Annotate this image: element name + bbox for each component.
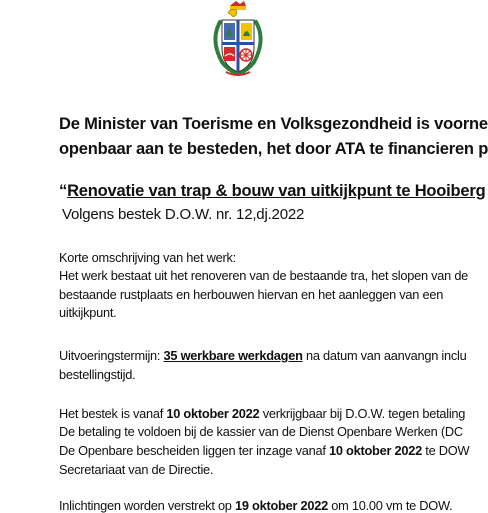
availability-line-1 [59,406,465,421]
description-line-3: uitkijkpunt. [59,305,117,320]
availability-line-3 [59,443,469,458]
availability-text-b: verkrijgbaar bij D.O.W. tegen betaling [259,406,466,421]
availability-line-2: De betaling te voldoen bij de kassier van de Dienst Openbare Werken (DC [59,424,463,439]
term-days: 35 werkbare werkdagen [163,348,303,363]
inspection-text-a: De Openbare bescheiden liggen ter inzage vanaf [59,443,329,458]
term-line-2: bestellingstijd. [59,367,136,382]
term-prefix: Uitvoeringstermijn: [59,348,164,363]
heading-line-1: De Minister van Toerisme en Volksgezondheid is voorne [59,115,488,133]
availability-text-a: Het bestek is vanaf [59,406,167,421]
description-line-2: bestaande rustplaats en herbouwen hiervan en het aanleggen van een [59,287,444,302]
project-title [59,182,486,201]
availability-line-4: Secretariaat van de Directie. [59,462,214,477]
term-line-1 [59,348,466,363]
coat-of-arms-icon [206,0,270,80]
info-text-b: om 10.00 vm te DOW. [327,498,453,513]
description-label: Korte omschrijving van het werk: [59,250,236,265]
inspection-date: 10 oktober 2022 [328,443,422,458]
inspection-text-b: te DOW [421,443,470,458]
term-suffix: na datum van aanvangn inclu [302,348,467,363]
project-title-text: Renovatie van trap & bouw van uitkijkpunt te Hooiberg [67,182,486,200]
heading-line-2: openbaar aan te besteden, het door ATA te financieren p [59,140,488,158]
info-line [59,498,452,513]
project-spec: Volgens bestek D.O.W. nr. 12,dj.2022 [62,206,305,223]
availability-date: 10 oktober 2022 [166,406,260,421]
quote-mark: “ [59,182,68,200]
info-text-a: Inlichtingen worden verstrekt op [59,498,235,513]
info-date: 19 oktober 2022 [234,498,328,513]
description-line-1: Het werk bestaat uit het renoveren van de bestaande tra, het slopen van de [59,268,469,283]
